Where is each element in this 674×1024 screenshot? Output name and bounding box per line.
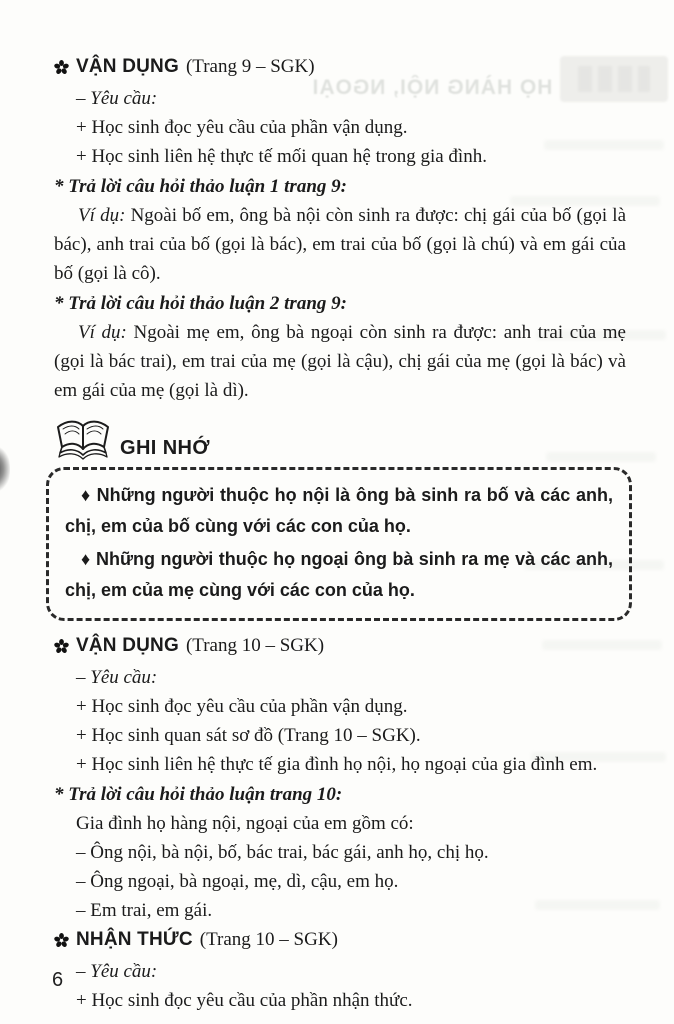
requirement-label: – Yêu cầu: bbox=[76, 961, 158, 982]
section-title-suffix: (Trang 10 – SGK) bbox=[199, 929, 338, 950]
section-heading-vandung-9 bbox=[54, 52, 626, 82]
florette-icon bbox=[54, 933, 69, 948]
memo-box bbox=[46, 467, 632, 621]
section-title-suffix: (Trang 10 – SGK) bbox=[185, 635, 325, 656]
memo-bullet: ♦ Những người thuộc họ nội là ông bà sinh ra bố và các anh, chị, em của bố cùng với các con của họ. bbox=[65, 485, 613, 536]
requirement-item: + Học sinh liên hệ thực tế gia đình họ nội, họ ngoại của gia đình em. bbox=[76, 754, 598, 775]
florette-icon bbox=[54, 60, 69, 75]
section-title: VẬN DỤNG bbox=[76, 56, 179, 77]
page-number: 6 bbox=[52, 969, 64, 991]
example-text: Ngoài bố em, ông bà nội còn sinh ra được: chị gái của bố (gọi là bác), anh trai của bố (gọi là bác), em trai của bố (gọi là chú) và em gái của bố (gọi là cô). bbox=[54, 205, 627, 284]
requirement-item: + Học sinh quan sát sơ đồ (Trang 10 – SGK). bbox=[76, 725, 421, 746]
section-title: NHẬN THỨC bbox=[76, 929, 193, 950]
discussion-paragraph bbox=[54, 201, 626, 288]
discussion-list-item: – Ông nội, bà nội, bố, bác trai, bác gái, anh họ, chị họ. bbox=[76, 842, 489, 863]
section-heading-nhanthuc-10 bbox=[54, 925, 626, 955]
section-heading-vandung-10 bbox=[54, 631, 626, 661]
memo-title: GHI NHỚ bbox=[120, 437, 210, 459]
discussion-title: * Trả lời câu hỏi thảo luận 1 trang 9: bbox=[54, 176, 347, 197]
example-lead: Ví dụ: bbox=[78, 205, 126, 226]
requirement-item: + Học sinh liên hệ thực tế mối quan hệ trong gia đình. bbox=[76, 146, 487, 167]
open-book-icon bbox=[50, 415, 116, 463]
section-title: VẬN DỤNG bbox=[76, 635, 179, 656]
florette-icon bbox=[54, 639, 69, 654]
discussion-intro: Gia đình họ hàng nội, ngoại của em gồm có: bbox=[76, 813, 414, 834]
requirement-item: + Học sinh đọc yêu cầu của phần vận dụng. bbox=[76, 696, 408, 717]
discussion-title: * Trả lời câu hỏi thảo luận 2 trang 9: bbox=[54, 293, 347, 314]
page-content bbox=[54, 52, 626, 1015]
section-title-suffix: (Trang 9 – SGK) bbox=[185, 56, 315, 77]
requirement-item: + Học sinh đọc yêu cầu của phần vận dụng. bbox=[76, 117, 408, 138]
discussion-list-item: – Ông ngoại, bà ngoại, mẹ, dì, cậu, em họ. bbox=[76, 871, 399, 892]
requirement-label: – Yêu cầu: bbox=[76, 667, 158, 688]
example-lead: Ví dụ: bbox=[78, 322, 127, 343]
scan-edge-smudge bbox=[0, 446, 10, 492]
memo-bullet: ♦ Những người thuộc họ ngoại ông bà sinh ra mẹ và các anh, chị, em của mẹ cùng với các con của họ. bbox=[65, 549, 613, 600]
requirement-item: + Học sinh đọc yêu cầu của phần nhận thức. bbox=[76, 990, 413, 1011]
requirement-label: – Yêu cầu: bbox=[76, 88, 158, 109]
discussion-title: * Trả lời câu hỏi thảo luận trang 10: bbox=[54, 784, 343, 805]
discussion-list-item: – Em trai, em gái. bbox=[76, 900, 213, 921]
example-text: Ngoài mẹ em, ông bà ngoại còn sinh ra được: anh trai của mẹ (gọi là bác trai), em trai của mẹ (gọi là cậu), chị gái của mẹ (gọi là bác) và em gái của mẹ (gọi là dì). bbox=[54, 322, 626, 401]
memo-header bbox=[50, 413, 626, 463]
discussion-paragraph bbox=[54, 318, 626, 405]
bleedthrough-mirrored-title: HỌ HÀNG NỘI, NGOẠI bbox=[311, 76, 553, 99]
